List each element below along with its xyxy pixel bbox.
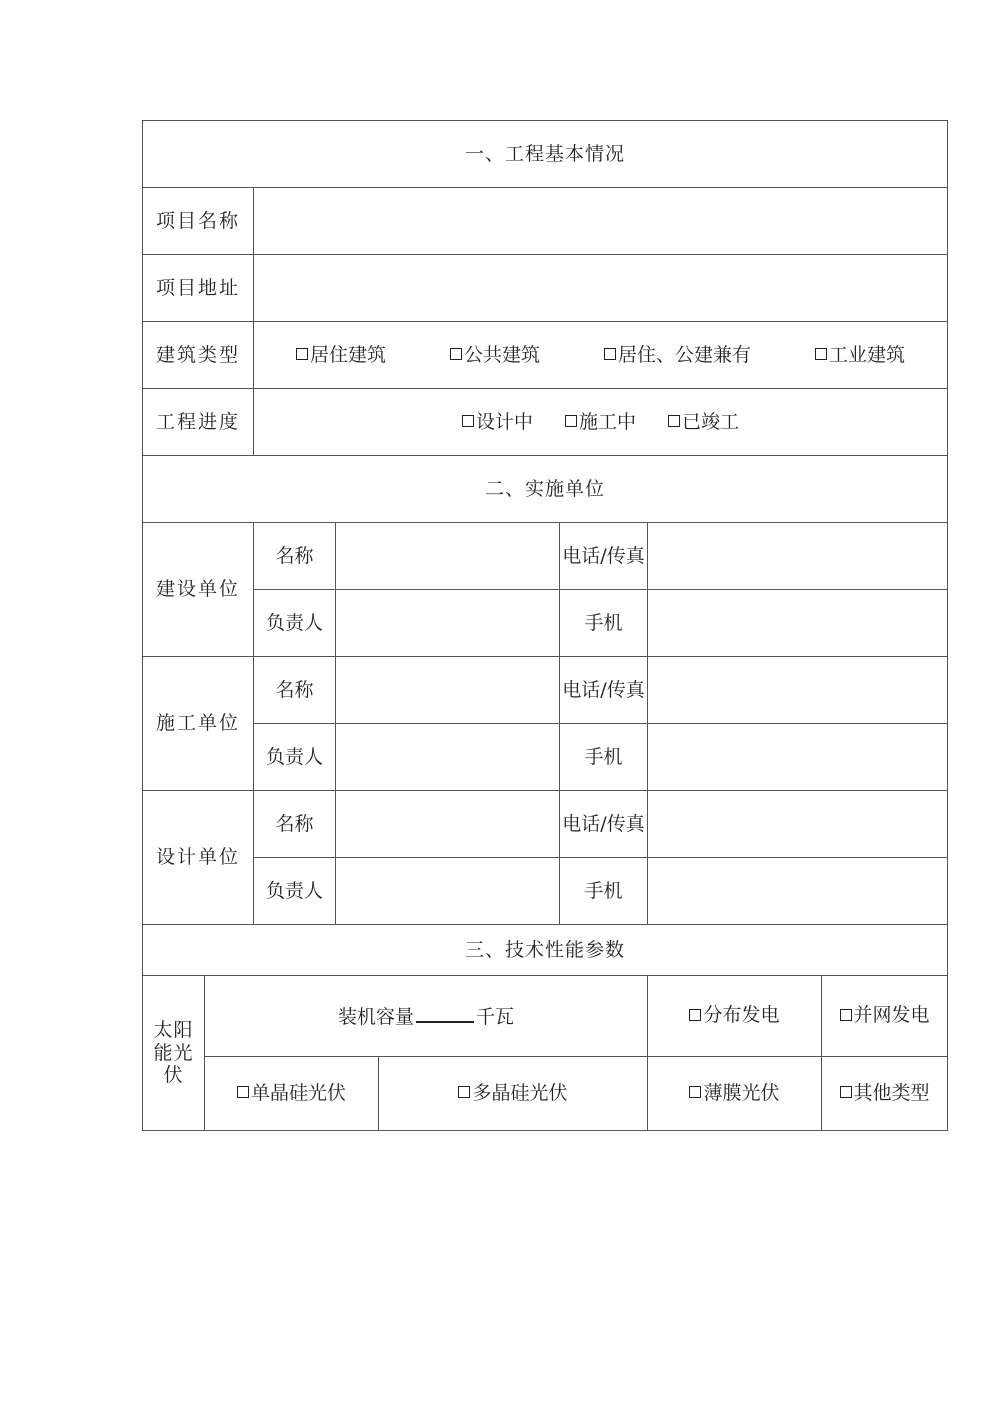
type-option-monocrystalline[interactable]: 单晶硅光伏 — [237, 1082, 346, 1105]
project-name-label: 项目名称 — [143, 188, 254, 255]
building-type-options — [254, 322, 948, 389]
mode-option-grid-cell — [822, 976, 948, 1057]
checkbox-icon[interactable] — [237, 1086, 249, 1098]
mobile-label: 手机 — [560, 590, 648, 657]
building-type-option-public[interactable]: 公共建筑 — [450, 344, 540, 367]
person-label: 负责人 — [254, 858, 336, 925]
type-option-other-cell — [822, 1057, 948, 1131]
type-option-other[interactable]: 其他类型 — [840, 1082, 930, 1105]
name-label: 名称 — [254, 791, 336, 858]
designer-person-field[interactable] — [336, 858, 560, 925]
capacity-input[interactable] — [416, 1003, 474, 1023]
checkbox-icon[interactable] — [689, 1009, 701, 1021]
checkbox-icon[interactable] — [815, 348, 827, 360]
progress-options — [254, 389, 948, 456]
checkbox-icon[interactable] — [296, 348, 308, 360]
capacity-cell — [205, 976, 648, 1057]
type-option-poly-cell — [379, 1057, 648, 1131]
building-type-option-residential[interactable]: 居住建筑 — [296, 344, 386, 367]
project-address-label: 项目地址 — [143, 255, 254, 322]
mode-option-distributed-cell — [648, 976, 822, 1057]
name-label: 名称 — [254, 523, 336, 590]
name-label: 名称 — [254, 657, 336, 724]
pv-label: 太阳 能光 伏 — [143, 976, 205, 1131]
type-option-polycrystalline[interactable]: 多晶硅光伏 — [458, 1082, 567, 1105]
contractor-name-field[interactable] — [336, 657, 560, 724]
designer-name-field[interactable] — [336, 791, 560, 858]
checkbox-icon[interactable] — [840, 1009, 852, 1021]
owner-mobile-field[interactable] — [648, 590, 948, 657]
checkbox-icon[interactable] — [462, 415, 474, 427]
contractor-mobile-field[interactable] — [648, 724, 948, 791]
progress-label: 工程进度 — [143, 389, 254, 456]
progress-option-completed[interactable]: 已竣工 — [668, 411, 739, 434]
contractor-phone-fax-field[interactable] — [648, 657, 948, 724]
checkbox-icon[interactable] — [668, 415, 680, 427]
type-option-thinfilm-cell — [648, 1057, 822, 1131]
mobile-label: 手机 — [560, 724, 648, 791]
building-type-option-mixed[interactable]: 居住、公建兼有 — [604, 344, 751, 367]
designer-mobile-field[interactable] — [648, 858, 948, 925]
capacity-unit: 千瓦 — [476, 1006, 515, 1029]
phone-fax-label: 电话/传真 — [560, 657, 648, 724]
section-3-title: 三、技术性能参数 — [143, 925, 948, 976]
progress-option-designing[interactable]: 设计中 — [462, 411, 533, 434]
building-type-option-industrial[interactable]: 工业建筑 — [815, 344, 905, 367]
checkbox-icon[interactable] — [689, 1086, 701, 1098]
checkbox-icon[interactable] — [458, 1086, 470, 1098]
project-name-field[interactable] — [254, 188, 948, 255]
unit-label-designer: 设计单位 — [143, 791, 254, 925]
phone-fax-label: 电话/传真 — [560, 523, 648, 590]
project-address-field[interactable] — [254, 255, 948, 322]
phone-fax-label: 电话/传真 — [560, 791, 648, 858]
checkbox-icon[interactable] — [450, 348, 462, 360]
unit-label-construction-owner: 建设单位 — [143, 523, 254, 657]
owner-phone-fax-field[interactable] — [648, 523, 948, 590]
mode-option-grid[interactable]: 并网发电 — [840, 1004, 930, 1027]
section-2-title: 二、实施单位 — [143, 456, 948, 523]
person-label: 负责人 — [254, 590, 336, 657]
project-info-form — [142, 120, 948, 1131]
checkbox-icon[interactable] — [565, 415, 577, 427]
checkbox-icon[interactable] — [604, 348, 616, 360]
person-label: 负责人 — [254, 724, 336, 791]
building-type-label: 建筑类型 — [143, 322, 254, 389]
progress-option-constructing[interactable]: 施工中 — [565, 411, 636, 434]
section-1-title: 一、工程基本情况 — [143, 121, 948, 188]
type-option-mono-cell — [205, 1057, 379, 1131]
owner-name-field[interactable] — [336, 523, 560, 590]
mobile-label: 手机 — [560, 858, 648, 925]
contractor-person-field[interactable] — [336, 724, 560, 791]
designer-phone-fax-field[interactable] — [648, 791, 948, 858]
capacity-prefix: 装机容量 — [337, 1006, 414, 1029]
mode-option-distributed[interactable]: 分布发电 — [689, 1004, 779, 1027]
checkbox-icon[interactable] — [840, 1086, 852, 1098]
unit-label-contractor: 施工单位 — [143, 657, 254, 791]
type-option-thin-film[interactable]: 薄膜光伏 — [689, 1082, 779, 1105]
owner-person-field[interactable] — [336, 590, 560, 657]
